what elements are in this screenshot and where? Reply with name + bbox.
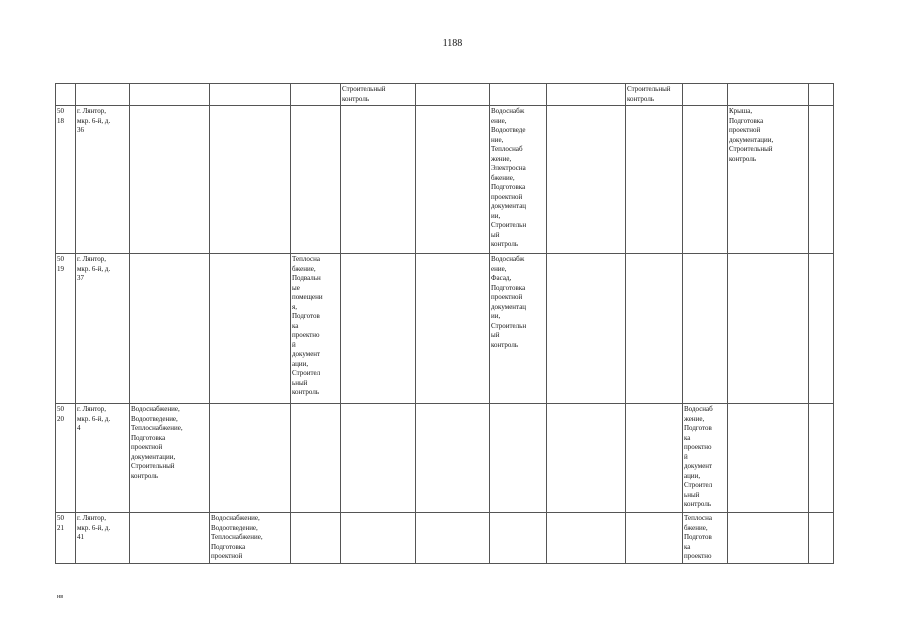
table-cell (341, 106, 416, 254)
table-cell: 50 18 (56, 106, 76, 254)
table-cell (547, 513, 626, 564)
table-cell: 50 19 (56, 254, 76, 404)
table-cell (291, 513, 341, 564)
table-cell (291, 106, 341, 254)
table-cell (416, 404, 490, 513)
table-cell (626, 106, 683, 254)
table-cell (683, 106, 728, 254)
table-cell (416, 84, 490, 106)
table-cell (76, 84, 130, 106)
table-cell (809, 404, 834, 513)
table-cell (490, 513, 547, 564)
table-cell (809, 513, 834, 564)
table-cell (626, 254, 683, 404)
table-cell: Теплосна бжение, Подвальн ые помещени я, Подготов ка проектно й документ ации, Строител ьный контроль (291, 254, 341, 404)
table-cell: 50 20 (56, 404, 76, 513)
table-cell: Крыша, Подготовка проектной документации, Строительный контроль (728, 106, 809, 254)
table-cell (490, 404, 547, 513)
table-row (56, 404, 834, 513)
table-cell (683, 84, 728, 106)
table-cell (56, 84, 76, 106)
table-cell: Водоснабж ение, Фасад, Подготовка проектной документац ии, Строительн ый контроль (490, 254, 547, 404)
table-cell (291, 84, 341, 106)
table-cell (547, 106, 626, 254)
table-cell (728, 404, 809, 513)
table-cell: г. Лянтор, мкр. 6-й, д. 41 (76, 513, 130, 564)
table-cell: Водоснаб жение, Подготов ка проектно й документ ации, Строител ьный контроль (683, 404, 728, 513)
table-cell (341, 404, 416, 513)
table-cell: Водоснабжение, Водоотведение, Теплоснабжение, Подготовка проектной (210, 513, 291, 564)
footer-mark: нв (57, 594, 64, 600)
table-row (56, 513, 834, 564)
table-cell (130, 84, 210, 106)
table-cell (626, 513, 683, 564)
table-cell: Водоснабжение, Водоотведение, Теплоснабжение, Подготовка проектной документации, Строительный контроль (130, 404, 210, 513)
table-cell (210, 106, 291, 254)
table-cell (341, 254, 416, 404)
table-cell (547, 84, 626, 106)
table-cell (547, 404, 626, 513)
table-row (56, 254, 834, 404)
table-cell: Теплосна бжение, Подготов ка проектно (683, 513, 728, 564)
table-cell (130, 106, 210, 254)
table-cell (626, 404, 683, 513)
table-cell (728, 84, 809, 106)
table-cell (683, 254, 728, 404)
table-cell (728, 513, 809, 564)
table-cell (728, 254, 809, 404)
page-number: 1188 (442, 38, 463, 49)
table-cell (291, 404, 341, 513)
table-cell (210, 84, 291, 106)
table-cell (130, 254, 210, 404)
table-cell (547, 254, 626, 404)
table-cell (490, 84, 547, 106)
table-cell (809, 254, 834, 404)
table-row (56, 106, 834, 254)
table-cell (809, 106, 834, 254)
table-cell: 50 21 (56, 513, 76, 564)
table-cell (416, 513, 490, 564)
table-cell (416, 254, 490, 404)
table-cell (809, 84, 834, 106)
table-cell: Строительный контроль (341, 84, 416, 106)
table-cell (130, 513, 210, 564)
table-cell: г. Лянтор, мкр. 6-й, д. 4 (76, 404, 130, 513)
schedule-table (55, 83, 834, 564)
table-cell: Строительный контроль (626, 84, 683, 106)
table-cell: Водоснабж ение, Водоотведе ние, Теплоснаб жение, Электросна бжение, Подготовка проектной документац ии, Строительн ый контроль (490, 106, 547, 254)
table-cell: г. Лянтор, мкр. 6-й, д. 36 (76, 106, 130, 254)
table-cell (341, 513, 416, 564)
table-cell (210, 254, 291, 404)
table-cell (210, 404, 291, 513)
table-cell: г. Лянтор, мкр. 6-й, д. 37 (76, 254, 130, 404)
table-header-row (56, 84, 834, 106)
table-cell (416, 106, 490, 254)
